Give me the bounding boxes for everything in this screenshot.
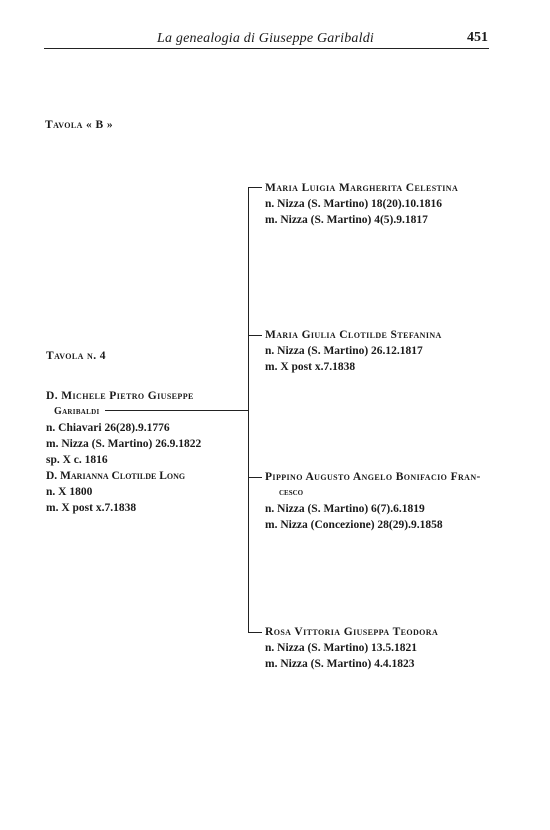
child-tick-2	[248, 335, 262, 336]
child-birth: n. Nizza (S. Martino) 13.5.1821	[265, 642, 418, 654]
spouse-death: m. X post x.7.1838	[46, 502, 137, 514]
ancestor-entry	[46, 388, 256, 516]
child-entry	[265, 469, 505, 533]
child-birth: n. Nizza (S. Martino) 18(20).10.1816	[265, 198, 442, 210]
child-name-cont: cesco	[279, 487, 304, 498]
ancestor-connector	[105, 410, 248, 411]
child-tick-1	[248, 187, 262, 188]
ancestor-name: D. Michele Pietro Giuseppe	[46, 390, 194, 402]
child-tick-3	[248, 477, 262, 478]
child-entry	[265, 327, 505, 375]
spouse-birth: n. X 1800	[46, 486, 93, 498]
running-title: La genealogia di Giuseppe Garibaldi	[157, 31, 374, 46]
tavola-b-label: Tavola « B »	[45, 119, 113, 131]
child-name: Pippino Augusto Angelo Bonifacio Fran-	[265, 471, 481, 483]
tavola-n-label: Tavola n. 4	[46, 350, 106, 362]
ancestor-marriage: sp. X c. 1816	[46, 454, 108, 466]
child-tick-4	[248, 632, 262, 633]
child-death: m. Nizza (S. Martino) 4.4.1823	[265, 658, 415, 670]
header-rule	[44, 48, 489, 49]
child-name: Maria Luigia Margherita Celestina	[265, 182, 459, 194]
child-entry	[265, 624, 505, 672]
child-birth: n. Nizza (S. Martino) 26.12.1817	[265, 345, 423, 357]
child-death: m. Nizza (Concezione) 28(29).9.1858	[265, 519, 443, 531]
child-birth: n. Nizza (S. Martino) 6(7).6.1819	[265, 503, 425, 515]
ancestor-death: m. Nizza (S. Martino) 26.9.1822	[46, 438, 202, 450]
spouse-name: D. Marianna Clotilde Long	[46, 470, 186, 482]
ancestor-name-cont: Garibaldi	[54, 406, 100, 417]
child-name: Rosa Vittoria Giuseppa Teodora	[265, 626, 439, 638]
ancestor-birth: n. Chiavari 26(28).9.1776	[46, 422, 170, 434]
children-bracket	[248, 187, 249, 632]
page-number: 451	[467, 30, 488, 45]
child-death: m. X post x.7.1838	[265, 361, 356, 373]
child-death: m. Nizza (S. Martino) 4(5).9.1817	[265, 214, 428, 226]
child-entry	[265, 180, 505, 228]
child-name: Maria Giulia Clotilde Stefanina	[265, 329, 442, 341]
